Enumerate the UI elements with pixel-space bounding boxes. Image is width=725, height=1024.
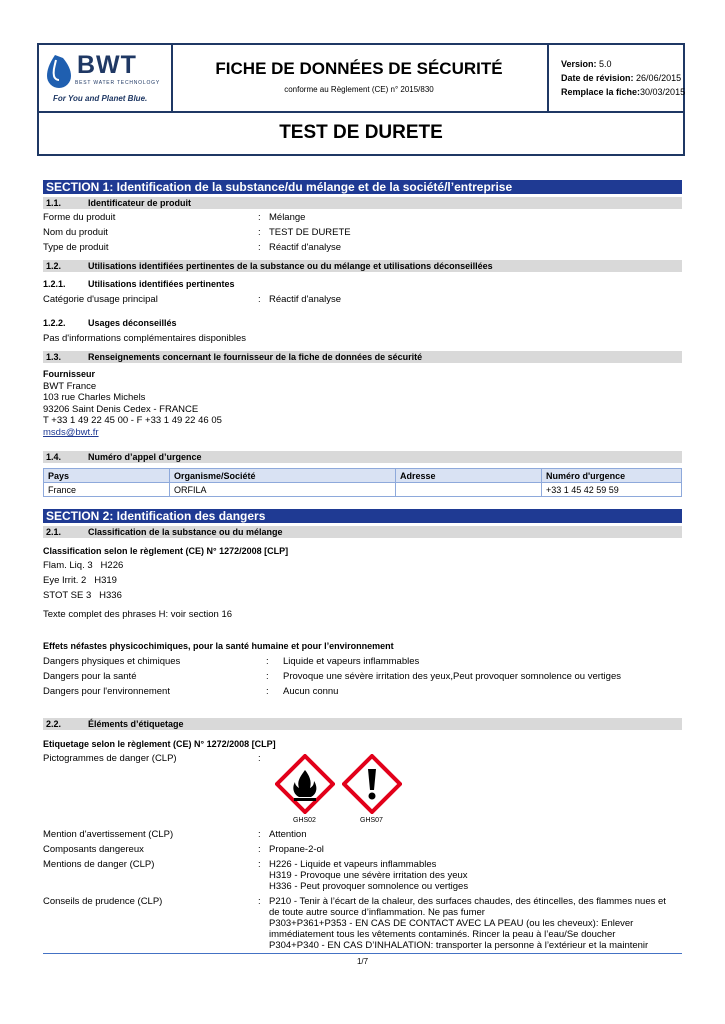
table-header: Pays [44, 469, 170, 483]
pictogram-code: GHS02 [293, 817, 316, 824]
prudence-line: P210 - Tenir à l’écart de la chaleur, des surfaces chaudes, des étincelles, des flammes nues et [269, 896, 666, 907]
clp-heading: Classification selon le règlement (CE) N° 1272/2008 [CLP] [43, 546, 289, 556]
section2-title: SECTION 2: Identification des dangers [43, 509, 682, 523]
subsection-1-2: 1.2. Utilisations identifiées pertinentes de la substance ou du mélange et utilisations déconseillées [43, 260, 682, 272]
regulation-note: conforme au Règlement (CE) n° 2015/830 [284, 85, 434, 94]
subsection-2-2: 2.2. Éléments d’étiquetage [43, 718, 682, 730]
effects-heading: Effets néfastes physicochimiques, pour la santé humaine et pour l’environnement [43, 641, 394, 651]
hazard-line: H336 - Peut provoquer somnolence ou vertiges [269, 881, 469, 892]
pictogram-label: Pictogrammes de danger (CLP) [43, 753, 177, 764]
subsection-1-2-1-num: 1.2.1. [43, 279, 66, 289]
supplier-line: T +33 1 49 22 45 00 - F +33 1 49 22 46 05 [43, 415, 222, 426]
footer-divider [43, 953, 682, 954]
document-header [37, 43, 685, 156]
signal-value: Attention [269, 829, 307, 840]
table-header-row [44, 469, 682, 483]
subsection-1-2-2-num: 1.2.2. [43, 318, 66, 328]
prudence-line: P303+P361+P353 - EN CAS DE CONTACT AVEC LA PEAU (ou les cheveux): Enlever [269, 918, 634, 929]
ghs02-flame-icon [275, 754, 335, 814]
row-value: Mélange [269, 212, 306, 223]
components-value: Propane-2-ol [269, 844, 324, 855]
prudence-line: de toute autre source d’inflammation. Ne pas fumer [269, 907, 485, 918]
classification-line: Eye Irrit. 2 H319 [43, 575, 117, 586]
subsection-1-2-2-title: Usages déconseillés [88, 318, 177, 328]
supplier-line: 103 rue Charles Michels [43, 392, 146, 403]
ghs07-exclamation-icon [342, 754, 402, 814]
colon: : [258, 227, 261, 238]
revision-line: Date de révision: 26/06/2015 [561, 73, 682, 83]
replaces-line: Remplace la fiche:30/03/2015 [561, 87, 686, 97]
table-cell: France [44, 483, 170, 497]
row-label: Forme du produit [43, 212, 116, 223]
colon: : [258, 242, 261, 253]
subsection-1-2-1-title: Utilisations identifiées pertinentes [88, 279, 235, 289]
classification-line: STOT SE 3 H336 [43, 590, 122, 601]
components-label: Composants dangereux [43, 844, 144, 855]
subsection-1-4: 1.4. Numéro d’appel d’urgence [43, 451, 682, 463]
supplier-line: 93206 Saint Denis Cedex - FRANCE [43, 404, 199, 415]
version-line: Version: 5.0 [561, 59, 612, 69]
subsection-1-1: 1.1. Identificateur de produit [43, 197, 682, 209]
product-title: TEST DE DURETE [279, 122, 443, 143]
colon: : [258, 844, 261, 855]
full-text-note: Texte complet des phrases H: voir section 16 [43, 609, 233, 620]
doc-title: FICHE DE DONNÉES DE SÉCURITÉ [215, 59, 503, 78]
page-number: 1/7 [356, 957, 369, 966]
row-label: Nom du produit [43, 227, 108, 238]
supplier-line: BWT France [43, 381, 97, 392]
brand-slogan: For You and Planet Blue. [53, 94, 148, 103]
table-cell: ORFILA [170, 483, 396, 497]
pictogram-code: GHS07 [360, 817, 383, 824]
effect-value: Provoque une sévère irritation des yeux,Peut provoquer somnolence ou vertiges [283, 671, 621, 682]
subsection-2-1: 2.1. Classification de la substance ou du mélange [43, 526, 682, 538]
colon: : [266, 671, 269, 682]
row-value: TEST DE DURETE [269, 227, 351, 238]
hazard-line: H226 - Liquide et vapeurs inflammables [269, 859, 437, 870]
section1-title: SECTION 1: Identification de la substance/du mélange et de la société/l’entreprise [43, 180, 682, 194]
prudence-line: P304+P340 - EN CAS D’INHALATION: transporter la personne à l’extérieur et la maintenir [269, 940, 649, 951]
table-header: Adresse [396, 469, 542, 483]
no-info-text: Pas d'informations complémentaires disponibles [43, 333, 246, 344]
hazard-label: Mentions de danger (CLP) [43, 859, 155, 870]
colon: : [258, 829, 261, 840]
effect-label: Dangers physiques et chimiques [43, 656, 181, 667]
label-heading: Etiquetage selon le règlement (CE) N° 1272/2008 [CLP] [43, 739, 276, 749]
colon: : [258, 294, 261, 305]
subsection-1-3: 1.3. Renseignements concernant le fournisseur de la fiche de données de sécurité [43, 351, 682, 363]
effect-label: Dangers pour la santé [43, 671, 137, 682]
logo-cell [39, 45, 173, 111]
colon: : [266, 656, 269, 667]
colon: : [258, 896, 261, 907]
hazard-line: H319 - Provoque une sévère irritation des yeux [269, 870, 468, 881]
brand-name: BWT [77, 51, 137, 79]
brand-tagline: BEST WATER TECHNOLOGY [75, 80, 160, 86]
usage-value: Réactif d'analyse [269, 294, 342, 305]
effect-label: Dangers pour l'environnement [43, 686, 170, 697]
supplier-email-link[interactable]: msds@bwt.fr [43, 427, 99, 438]
prudence-label: Conseils de prudence (CLP) [43, 896, 163, 907]
row-value: Réactif d'analyse [269, 242, 342, 253]
row-label: Type de produit [43, 242, 109, 253]
effect-value: Liquide et vapeurs inflammables [283, 656, 420, 667]
supplier-heading: Fournisseur [43, 369, 96, 379]
table-header: Organisme/Société [170, 469, 396, 483]
effect-value: Aucun connu [283, 686, 339, 697]
meta-cell [547, 45, 685, 111]
header-top-row [39, 45, 686, 113]
table-row [44, 483, 682, 497]
colon: : [258, 753, 261, 764]
table-cell [396, 483, 542, 497]
colon: : [258, 859, 261, 870]
table-cell: +33 1 45 42 59 59 [542, 483, 682, 497]
prudence-line: immédiatement tous les vêtements contaminés. Rincer la peau à l’eau/Se doucher [269, 929, 616, 940]
colon: : [266, 686, 269, 697]
classification-line: Flam. Liq. 3 H226 [43, 560, 124, 571]
table-header: Numéro d'urgence [542, 469, 682, 483]
emergency-table [43, 468, 682, 497]
signal-label: Mention d'avertissement (CLP) [43, 829, 174, 840]
usage-label: Catégorie d'usage principal [43, 294, 158, 305]
colon: : [258, 212, 261, 223]
